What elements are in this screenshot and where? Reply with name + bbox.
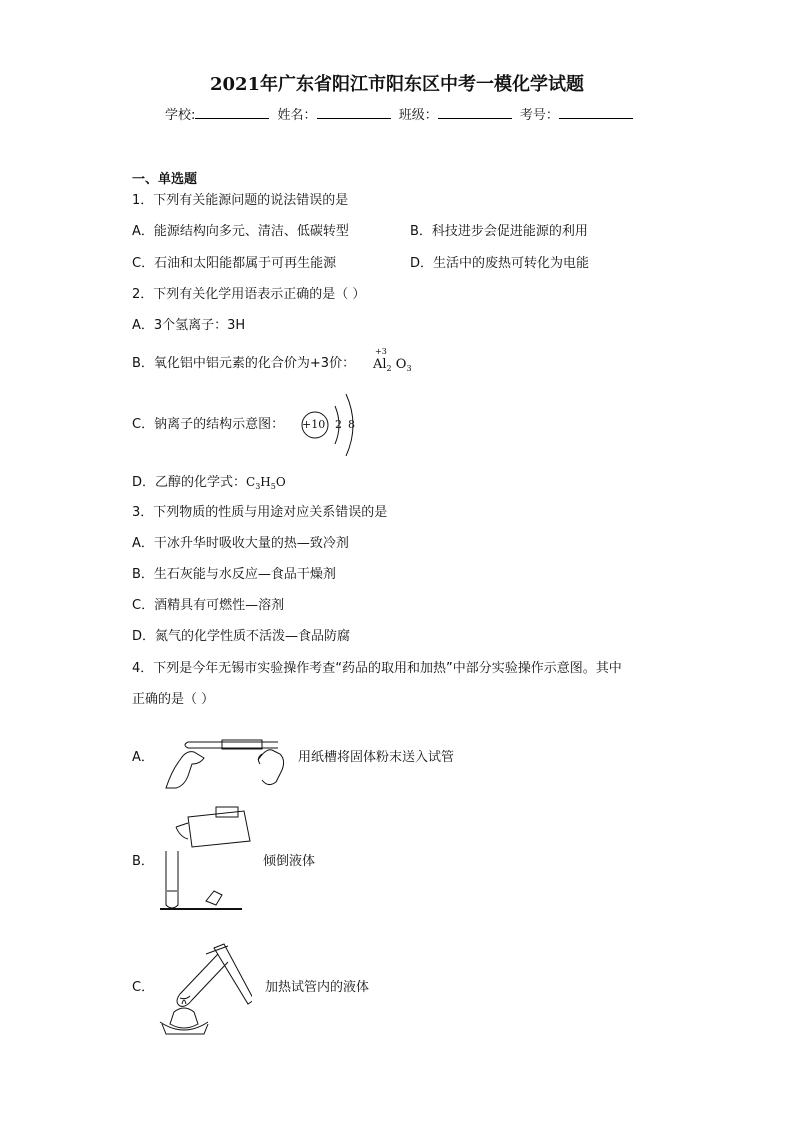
q1-option-c: C．石油和太阳能都属于可再生能源 [132,256,337,271]
q4-stem-line1: 4．下列是今年无锡市实验操作考查“药品的取用和加热”中部分实验操作示意图。其中 [132,661,622,676]
q3-option-d: D．氮气的化学性质不活泼—食品防腐 [132,629,351,644]
q1-option-b: B．科技进步会促进能源的利用 [410,224,588,239]
shell-1-electrons: 2 [335,418,342,431]
q2-option-d [132,474,286,495]
paper-trough-illustration [162,730,292,790]
c-subscript: 3 [255,482,261,491]
info-row [165,104,637,123]
name-label: 姓名： [277,108,317,123]
o-symbol: O [275,475,286,489]
school-blank[interactable] [195,106,269,119]
c-symbol: C [246,475,256,489]
q2-option-d-text: D．乙醇的化学式： [132,475,247,490]
q2-stem: 2．下列有关化学用语表示正确的是（ ） [132,287,366,302]
pouring-liquid-illustration [158,805,258,915]
q4-option-b-caption: 倾倒液体 [263,854,316,869]
q3-option-c: C．酒精具有可燃性—溶剂 [132,598,285,613]
q3-option-b: B．生石灰能与水反应—食品干燥剂 [132,567,336,582]
sodium-ion-structure-diagram [298,388,378,458]
exam-number-blank[interactable] [559,106,633,119]
name-blank[interactable] [317,106,391,119]
shell-2-electrons: 8 [348,418,355,431]
q3-option-a: A．干冰升华时吸收大量的热—致冷剂 [132,536,349,551]
al-subscript: 2 [386,364,392,373]
q1-stem: 1．下列有关能源问题的说法错误的是 [132,193,349,208]
q2-option-c: C．钠离子的结构示意图： [132,417,285,432]
class-label: 班级： [398,108,438,123]
q4-option-a-letter: A． [132,750,154,765]
q4-option-a-caption: 用纸槽将固体粉末送入试管 [298,750,455,765]
q1-option-a: A．能源结构向多元、清洁、低碳转型 [132,224,349,239]
q4-option-c-caption: 加热试管内的液体 [265,980,370,995]
q4-option-b-letter: B． [132,854,154,869]
h-subscript: 5 [270,482,276,491]
nucleus-charge: +10 [302,418,326,431]
o-subscript: 3 [406,364,412,373]
q4-stem-line2: 正确的是（ ） [132,692,215,707]
h-symbol: H [260,475,271,489]
class-blank[interactable] [438,106,512,119]
q4-option-c-letter: C． [132,980,155,995]
page-title: 2021年广东省阳江市阳东区中考一模化学试题 [209,74,585,95]
q1-option-d: D．生活中的废热可转化为电能 [410,256,590,271]
q2-option-a: A．3个氢离子：3H [132,318,246,333]
valence-mark: +3 [375,347,387,356]
section-title: 一、单选题 [132,172,198,187]
q3-stem: 3．下列物质的性质与用途对应关系错误的是 [132,505,388,520]
heating-liquid-illustration [152,940,252,1040]
al-symbol: Al [373,357,387,372]
exam-number-label: 考号： [519,108,559,123]
school-label: 学校: [165,108,196,123]
q2-option-b: B．氧化铝中铝元素的化合价为+3价： [132,356,356,371]
o-symbol: O [395,357,407,372]
ethanol-formula [246,475,286,489]
